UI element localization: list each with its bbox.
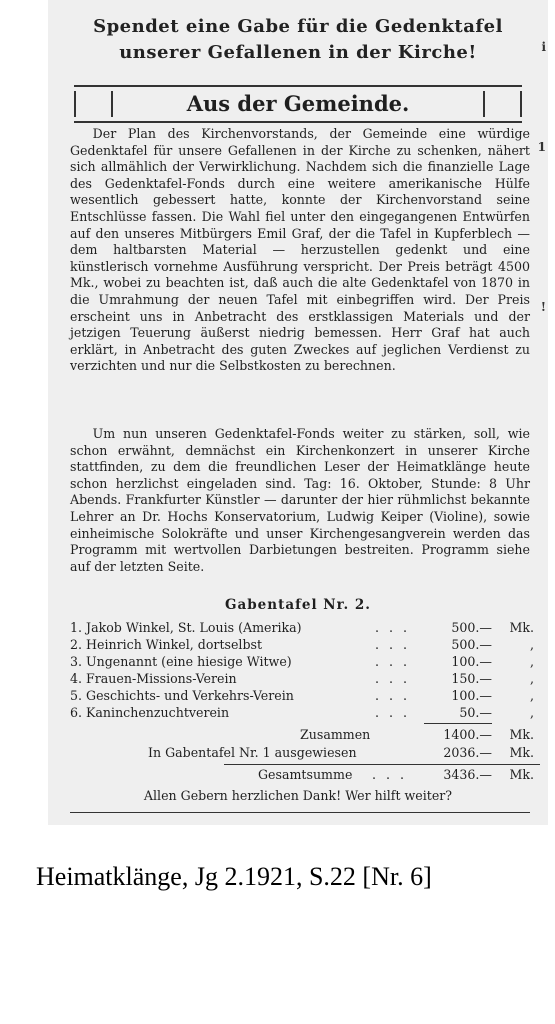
leader-dots: . . . (375, 620, 411, 635)
currency-unit: Mk. (509, 727, 534, 742)
grand-total-amount: 3436.— (443, 767, 492, 782)
previous-total-label: In Gabentafel Nr. 1 ausgewiesen (148, 745, 357, 760)
subtotal-label: Zusammen (300, 727, 371, 742)
donor-name: 3. Ungenannt (eine hiesige Witwe) (70, 654, 292, 669)
grand-total-row (258, 766, 540, 784)
decorative-bar (74, 91, 76, 117)
currency-unit: , (529, 688, 534, 703)
donation-row (70, 619, 540, 636)
currency-unit: Mk. (509, 620, 534, 635)
donation-amount: 500.— (451, 620, 492, 635)
subtotal-rule (424, 723, 492, 724)
subtotal-row (300, 726, 540, 744)
currency-unit: , (529, 637, 534, 652)
leader-dots: . . . (372, 767, 408, 782)
donation-amount: 100.— (451, 688, 492, 703)
appeal-line-2: unserer Gefallenen in der Kirche! (119, 42, 477, 63)
grand-total-label: Gesamtsumme (258, 767, 353, 782)
donation-amount: 100.— (451, 654, 492, 669)
leader-dots: . . . (375, 705, 411, 720)
previous-total-row (148, 744, 540, 762)
donor-name: 6. Kaninchenzuchtverein (70, 705, 230, 720)
source-caption: Heimatklänge, Jg 2.1921, S.22 [Nr. 6] (36, 862, 432, 891)
donation-row (70, 636, 540, 653)
appeal-line-1: Spendet eine Gabe für die Gedenktafel (93, 16, 503, 37)
edge-mark: ! (540, 300, 546, 314)
donor-name: 2. Heinrich Winkel, dortselbst (70, 637, 263, 652)
section-title: Aus der Gemeinde. (186, 91, 410, 116)
leader-dots: . . . (375, 637, 411, 652)
leader-dots: . . . (375, 671, 411, 686)
leader-dots: . . . (375, 654, 411, 669)
donation-row (70, 687, 540, 704)
edge-mark: 1 (537, 140, 546, 154)
donor-name: 1. Jakob Winkel, St. Louis (Amerika) (70, 620, 302, 635)
donation-row (70, 670, 540, 687)
article-paragraph-1: Der Plan des Kirchenvorstands, der Gemeinde eine würdige Gedenktafel für unsere Gefallenen in der Kirche zu schenken, nähert sich allmählich der Verwirklichung. Nachdem sich die finanzielle Lage des Gedenktafel-Fonds durch eine weitere amerikanische Hülfe wesentlich gebessert hatte, konnte der Kirchenvorstand seine Entschlüsse fassen. Die Wahl fiel unter den eingegangenen Entwürfen auf den unseres Mitbürgers Emil Graf, der die Tafel in Kupferblech — dem haltbarsten Material — herzustellen gedenkt und eine künstlerisch vornehme Ausführung verspricht. Der Preis beträgt 4500 Mk., wobei zu beachten ist, daß auch die alte Gedenktafel von 1870 in die Umrahmung der neuen Tafel mit einbegriffen wird. Der Preis erscheint uns in Anbetracht des erstklassigen Materials und der jetzigen Teuerung äußerst niedrig bemessen. Herr Graf hat auch erklärt, in Anbetracht des guten Zweckes auf jeglichen Verdienst zu verzichten und nur die Selbstkosten zu berechnen. (70, 126, 530, 374)
currency-unit: Mk. (509, 767, 534, 782)
newspaper-clipping (48, 0, 548, 825)
total-rule (224, 764, 540, 765)
donation-table-title: Gabentafel Nr. 2. (224, 597, 372, 613)
donation-amount: 500.— (451, 637, 492, 652)
closing-thanks: Allen Gebern herzlichen Dank! Wer hilft weiter? (143, 788, 453, 803)
currency-unit: Mk. (509, 745, 534, 760)
donation-amount: 150.— (451, 671, 492, 686)
currency-unit: , (529, 671, 534, 686)
article-paragraph-2: Um nun unseren Gedenktafel-Fonds weiter zu stärken, soll, wie schon erwähnt, demnächst ein Kirchenkonzert in unserer Kirche stattfinden, zu dem die freundlichen Leser der Heimatklänge heute schon herzlichst eingeladen sind. Tag: 16. Oktober, Stunde: 8 Uhr Abends. Frankfurter Künstler — darunter der hier rühmlichst bekannte Lehrer an Dr. Hochs Konservatorium, Ludwig Keiper (Violine), sowie einheimische Solokräfte und unser Kirchengesangverein werden das Programm mit wertvollen Darbietungen bestreiten. Programm siehe auf der letzten Seite. (70, 426, 530, 574)
previous-total-amount: 2036.— (443, 745, 492, 760)
donation-amount: 50.— (459, 705, 492, 720)
currency-unit: , (529, 654, 534, 669)
decorative-bar (111, 91, 113, 117)
donation-appeal-heading (48, 14, 548, 66)
donor-name: 4. Frauen-Missions-Verein (70, 671, 237, 686)
section-heading-box (74, 85, 522, 123)
currency-unit: , (529, 705, 534, 720)
edge-mark: i (541, 40, 546, 54)
leader-dots: . . . (375, 688, 411, 703)
donation-row (70, 704, 540, 721)
donor-name: 5. Geschichts- und Verkehrs-Verein (70, 688, 294, 703)
decorative-bar (520, 91, 522, 117)
bottom-rule (70, 812, 530, 813)
decorative-bar (483, 91, 485, 117)
subtotal-amount: 1400.— (443, 727, 492, 742)
donation-row (70, 653, 540, 670)
